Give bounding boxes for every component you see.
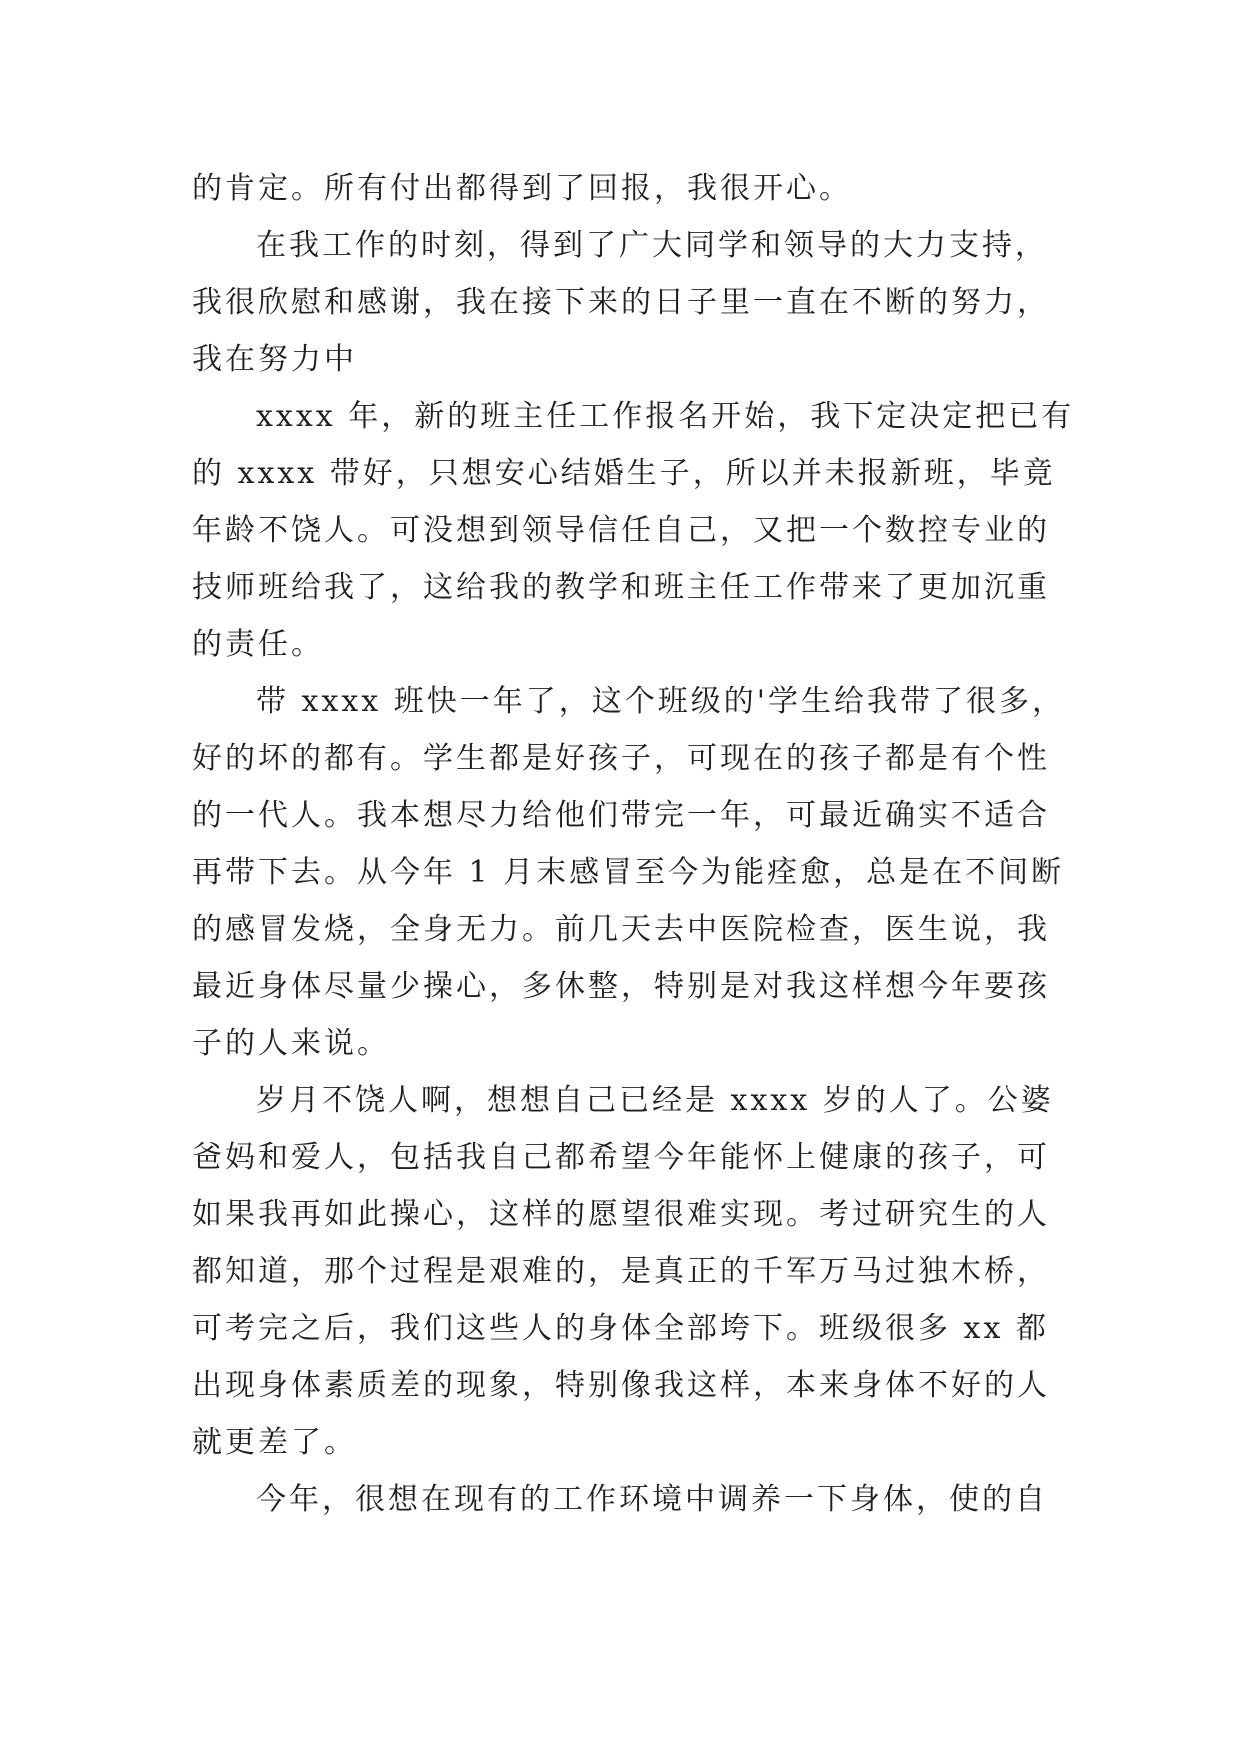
text-line: 我很欣慰和感谢，我在接下来的日子里一直在不断的努力， [192,285,1050,320]
text-line: 的感冒发烧，全身无力。前几天去中医院检查，医生说，我 [192,912,1050,947]
paragraph-6 [192,1471,1092,1528]
text-line: xxxx 年，新的班主任工作报名开始，我下定决定把已有 [256,399,1075,434]
text-line: 再带下去。从今年 1 月末感冒至今为能痊愈，总是在不间断 [192,855,1065,890]
text-line: 如果我再如此操心，这样的愿望很难实现。考过研究生的人 [192,1197,1050,1232]
text-line: 在我工作的时刻，得到了广大同学和领导的大力支持， [256,228,1048,263]
text-line: 岁月不饶人啊，想想自己已经是 xxxx 岁的人了。公婆 [256,1083,1054,1118]
paragraph-1 [192,160,1092,217]
text-line: 可考完之后，我们这些人的身体全部垮下。班级很多 xx 都 [192,1311,1049,1346]
text-line: 我在努力中 [192,342,357,377]
text-line: 年龄不饶人。可没想到领导信任自己，又把一个数控专业的 [192,513,1050,548]
paragraph-4 [192,673,1092,1072]
text-line: 最近身体尽量少操心，多休整，特别是对我这样想今年要孩 [192,969,1050,1004]
text-line: 子的人来说。 [192,1026,390,1061]
text-line: 都知道，那个过程是艰难的，是真正的千军万马过独木桥， [192,1254,1050,1289]
paragraph-2 [192,217,1092,388]
text-line: 带 xxxx 班快一年了，这个班级的'学生给我带了很多， [256,684,1065,719]
text-line: 好的坏的都有。学生都是好孩子，可现在的孩子都是有个性 [192,741,1050,776]
text-line: 的责任。 [192,627,324,662]
text-line: 的一代人。我本想尽力给他们带完一年，可最近确实不适合 [192,798,1050,833]
text-line: 出现身体素质差的现象，特别像我这样，本来身体不好的人 [192,1368,1050,1403]
text-line: 的 xxxx 带好，只想安心结婚生子，所以并未报新班，毕竟 [192,456,1056,491]
text-line: 爸妈和爱人，包括我自己都希望今年能怀上健康的孩子，可 [192,1140,1050,1175]
paragraph-3 [192,388,1092,673]
text-line: 今年，很想在现有的工作环境中调养一下身体，使的自 [256,1482,1048,1517]
paragraph-5 [192,1072,1092,1471]
document-body [192,160,1092,1528]
text-line: 就更差了。 [192,1425,357,1460]
text-line: 的肯定。所有付出都得到了回报，我很开心。 [192,171,852,206]
text-line: 技师班给我了，这给我的教学和班主任工作带来了更加沉重 [192,570,1050,605]
